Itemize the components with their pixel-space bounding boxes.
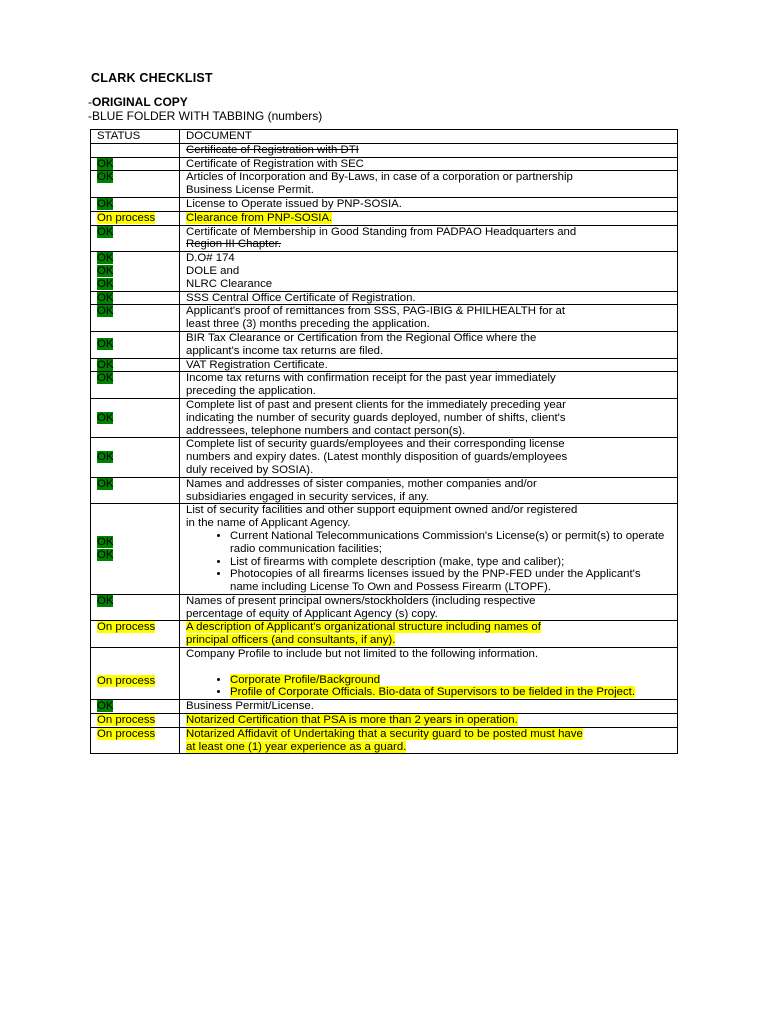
document-text: preceding the application. bbox=[186, 385, 316, 398]
status-ok: OK bbox=[97, 291, 114, 304]
status-cell bbox=[91, 648, 180, 700]
bullet-text: Profile of Corporate Officials. Bio-data of Supervisors to be fielded in the Project. bbox=[230, 686, 635, 699]
document-text: Complete list of security guards/employees and their corresponding license bbox=[186, 438, 565, 451]
bullet-text: Corporate Profile/Background bbox=[230, 673, 381, 686]
status-ok: OK bbox=[97, 477, 114, 490]
status-on-process: On process bbox=[97, 621, 156, 634]
document-text: Income tax returns with confirmation receipt for the past year immediately bbox=[186, 372, 556, 385]
status-cell bbox=[91, 504, 180, 595]
bullet-list bbox=[186, 530, 671, 594]
status-cell bbox=[91, 727, 180, 754]
document-cell bbox=[180, 398, 678, 437]
status-cell bbox=[91, 477, 180, 504]
status-cell bbox=[91, 714, 180, 728]
document-cell bbox=[180, 305, 678, 332]
table-row bbox=[91, 438, 678, 477]
document-cell bbox=[180, 143, 678, 157]
bullet-list bbox=[186, 674, 671, 700]
original-copy-label: ORIGINAL COPY bbox=[92, 95, 188, 109]
document-text: License to Operate issued by PNP-SOSIA. bbox=[186, 197, 402, 210]
document-text: indicating the number of security guards deployed, number of shifts, client's bbox=[186, 411, 566, 424]
status-cell bbox=[91, 143, 180, 157]
status-ok: OK bbox=[97, 252, 114, 265]
document-cell bbox=[180, 372, 678, 399]
table-row bbox=[91, 700, 678, 714]
document-text: Applicant's proof of remittances from SSS, PAG-IBIG & PHILHEALTH for at bbox=[186, 305, 566, 318]
status-on-process: On process bbox=[97, 674, 156, 687]
status-header: STATUS bbox=[91, 130, 180, 144]
document-cell bbox=[180, 171, 678, 198]
document-text: Certificate of Registration with SEC bbox=[186, 157, 364, 170]
status-ok: OK bbox=[97, 197, 114, 210]
status-ok: OK bbox=[97, 358, 114, 371]
table-row bbox=[91, 727, 678, 754]
document-text: List of security facilities and other support equipment owned and/or registered bbox=[186, 504, 578, 517]
table-row bbox=[91, 648, 678, 700]
document-cell bbox=[180, 157, 678, 171]
status-on-process: On process bbox=[97, 211, 156, 224]
document-text: applicant's income tax returns are filed. bbox=[186, 344, 384, 357]
document-text: in the name of Applicant Agency. bbox=[186, 517, 351, 530]
document-text: at least one (1) year experience as a guard. bbox=[186, 740, 407, 753]
status-ok: OK bbox=[97, 225, 114, 238]
document-cell bbox=[180, 700, 678, 714]
table-row bbox=[91, 171, 678, 198]
table-row bbox=[91, 714, 678, 728]
table-row bbox=[91, 504, 678, 595]
table-row bbox=[91, 358, 678, 372]
document-text: Notarized Affidavit of Undertaking that a security guard to be posted must have bbox=[186, 727, 583, 740]
document-text: Company Profile to include but not limited to the following information. bbox=[186, 648, 539, 661]
document-text: numbers and expiry dates. (Latest monthly disposition of guards/employees bbox=[186, 451, 568, 464]
blue-folder-note: -BLUE FOLDER WITH TABBING (numbers) bbox=[88, 109, 323, 123]
document-text: least three (3) months preceding the application. bbox=[186, 318, 430, 331]
table-row bbox=[91, 225, 678, 252]
document-cell bbox=[180, 291, 678, 305]
table-row bbox=[91, 291, 678, 305]
document-cell bbox=[180, 648, 678, 700]
document-text: Certificate of Registration with DTI bbox=[186, 143, 359, 156]
status-cell bbox=[91, 291, 180, 305]
document-text: Region III Chapter. bbox=[186, 238, 281, 251]
bullet-item: • Current National Telecommunications Commission's License(s) or permit(s) to operate radio communication facilities; bbox=[230, 530, 671, 556]
document-text: principal officers (and consultants, if any). bbox=[186, 634, 396, 647]
status-cell bbox=[91, 331, 180, 358]
document-text: Business Permit/License. bbox=[186, 700, 314, 713]
document-text: A description of Applicant's organizational structure including names of bbox=[186, 621, 541, 634]
document-cell bbox=[180, 211, 678, 225]
bullet-item: • List of firearms with complete description (make, type and caliber); bbox=[230, 556, 671, 569]
table-row bbox=[91, 305, 678, 332]
bullet-item: • Photocopies of all firearms licenses issued by the PNP-FED under the Applicant's name including License To Own and Possess Firearm (LTOPF). bbox=[230, 568, 671, 594]
original-copy-prefix: - bbox=[88, 95, 92, 109]
document-cell bbox=[180, 714, 678, 728]
document-text: Business License Permit. bbox=[186, 184, 314, 197]
status-cell bbox=[91, 305, 180, 332]
status-cell bbox=[91, 252, 180, 291]
table-row bbox=[91, 477, 678, 504]
table-row bbox=[91, 211, 678, 225]
document-text: NLRC Clearance bbox=[186, 277, 273, 290]
document-text: Clearance from PNP-SOSIA. bbox=[186, 211, 333, 224]
document-cell bbox=[180, 197, 678, 211]
table-row bbox=[91, 157, 678, 171]
status-cell bbox=[91, 157, 180, 171]
status-ok: OK bbox=[97, 594, 114, 607]
table-row bbox=[91, 331, 678, 358]
document-text: DOLE and bbox=[186, 264, 240, 277]
status-cell bbox=[91, 438, 180, 477]
document-text: Notarized Certification that PSA is more than 2 years in operation. bbox=[186, 714, 518, 727]
table-row bbox=[91, 252, 678, 291]
status-cell bbox=[91, 700, 180, 714]
document-text: Names of present principal owners/stockholders (including respective bbox=[186, 594, 536, 607]
table-row bbox=[91, 197, 678, 211]
status-cell bbox=[91, 171, 180, 198]
status-cell bbox=[91, 372, 180, 399]
status-ok: OK bbox=[97, 171, 114, 184]
status-ok: OK bbox=[97, 700, 114, 713]
document-cell bbox=[180, 252, 678, 291]
bullet-item bbox=[230, 674, 671, 687]
status-cell bbox=[91, 594, 180, 621]
table-row bbox=[91, 143, 678, 157]
document-text: Certificate of Membership in Good Standing from PADPAO Headquarters and bbox=[186, 225, 577, 238]
document-cell bbox=[180, 504, 678, 595]
status-ok: OK bbox=[97, 264, 114, 277]
document-text: subsidiaries engaged in security services, if any. bbox=[186, 490, 429, 503]
status-ok: OK bbox=[97, 338, 114, 351]
status-cell bbox=[91, 211, 180, 225]
status-cell bbox=[91, 621, 180, 648]
table-row bbox=[91, 594, 678, 621]
status-ok: OK bbox=[97, 277, 114, 290]
document-text: addressees, telephone numbers and contact person(s). bbox=[186, 424, 466, 437]
document-text: percentage of equity of Applicant Agency (s) copy. bbox=[186, 607, 438, 620]
document-title: CLARK CHECKLIST bbox=[91, 71, 213, 85]
status-cell bbox=[91, 398, 180, 437]
status-on-process: On process bbox=[97, 714, 156, 727]
document-text: Names and addresses of sister companies, mother companies and/or bbox=[186, 477, 537, 490]
status-ok: OK bbox=[97, 536, 114, 549]
checklist-table bbox=[90, 129, 678, 754]
document-cell bbox=[180, 594, 678, 621]
status-cell bbox=[91, 225, 180, 252]
status-on-process: On process bbox=[97, 727, 156, 740]
status-ok: OK bbox=[97, 451, 114, 464]
table-row bbox=[91, 398, 678, 437]
document-cell bbox=[180, 331, 678, 358]
document-cell bbox=[180, 621, 678, 648]
document-text: BIR Tax Clearance or Certification from the Regional Office where the bbox=[186, 331, 537, 344]
bullet-item bbox=[230, 686, 671, 699]
table-header-row bbox=[91, 130, 678, 144]
document-text: D.O# 174 bbox=[186, 252, 235, 265]
document-text: SSS Central Office Certificate of Registration. bbox=[186, 291, 416, 304]
document-text: Articles of Incorporation and By-Laws, in case of a corporation or partnership bbox=[186, 171, 573, 184]
table-row bbox=[91, 621, 678, 648]
status-ok: OK bbox=[97, 305, 114, 318]
status-ok: OK bbox=[97, 549, 114, 562]
status-cell bbox=[91, 197, 180, 211]
document-cell bbox=[180, 727, 678, 754]
document-cell bbox=[180, 477, 678, 504]
status-ok: OK bbox=[97, 411, 114, 424]
document-text: VAT Registration Certificate. bbox=[186, 358, 328, 371]
document-cell bbox=[180, 225, 678, 252]
document-text: duly received by SOSIA). bbox=[186, 463, 314, 476]
document-text: Complete list of past and present clients for the immediately preceding year bbox=[186, 398, 566, 411]
table-row bbox=[91, 372, 678, 399]
document-header: DOCUMENT bbox=[180, 130, 678, 144]
status-ok: OK bbox=[97, 372, 114, 385]
status-cell bbox=[91, 358, 180, 372]
original-copy-note bbox=[88, 95, 188, 109]
document-cell bbox=[180, 358, 678, 372]
status-ok: OK bbox=[97, 157, 114, 170]
document-cell bbox=[180, 438, 678, 477]
